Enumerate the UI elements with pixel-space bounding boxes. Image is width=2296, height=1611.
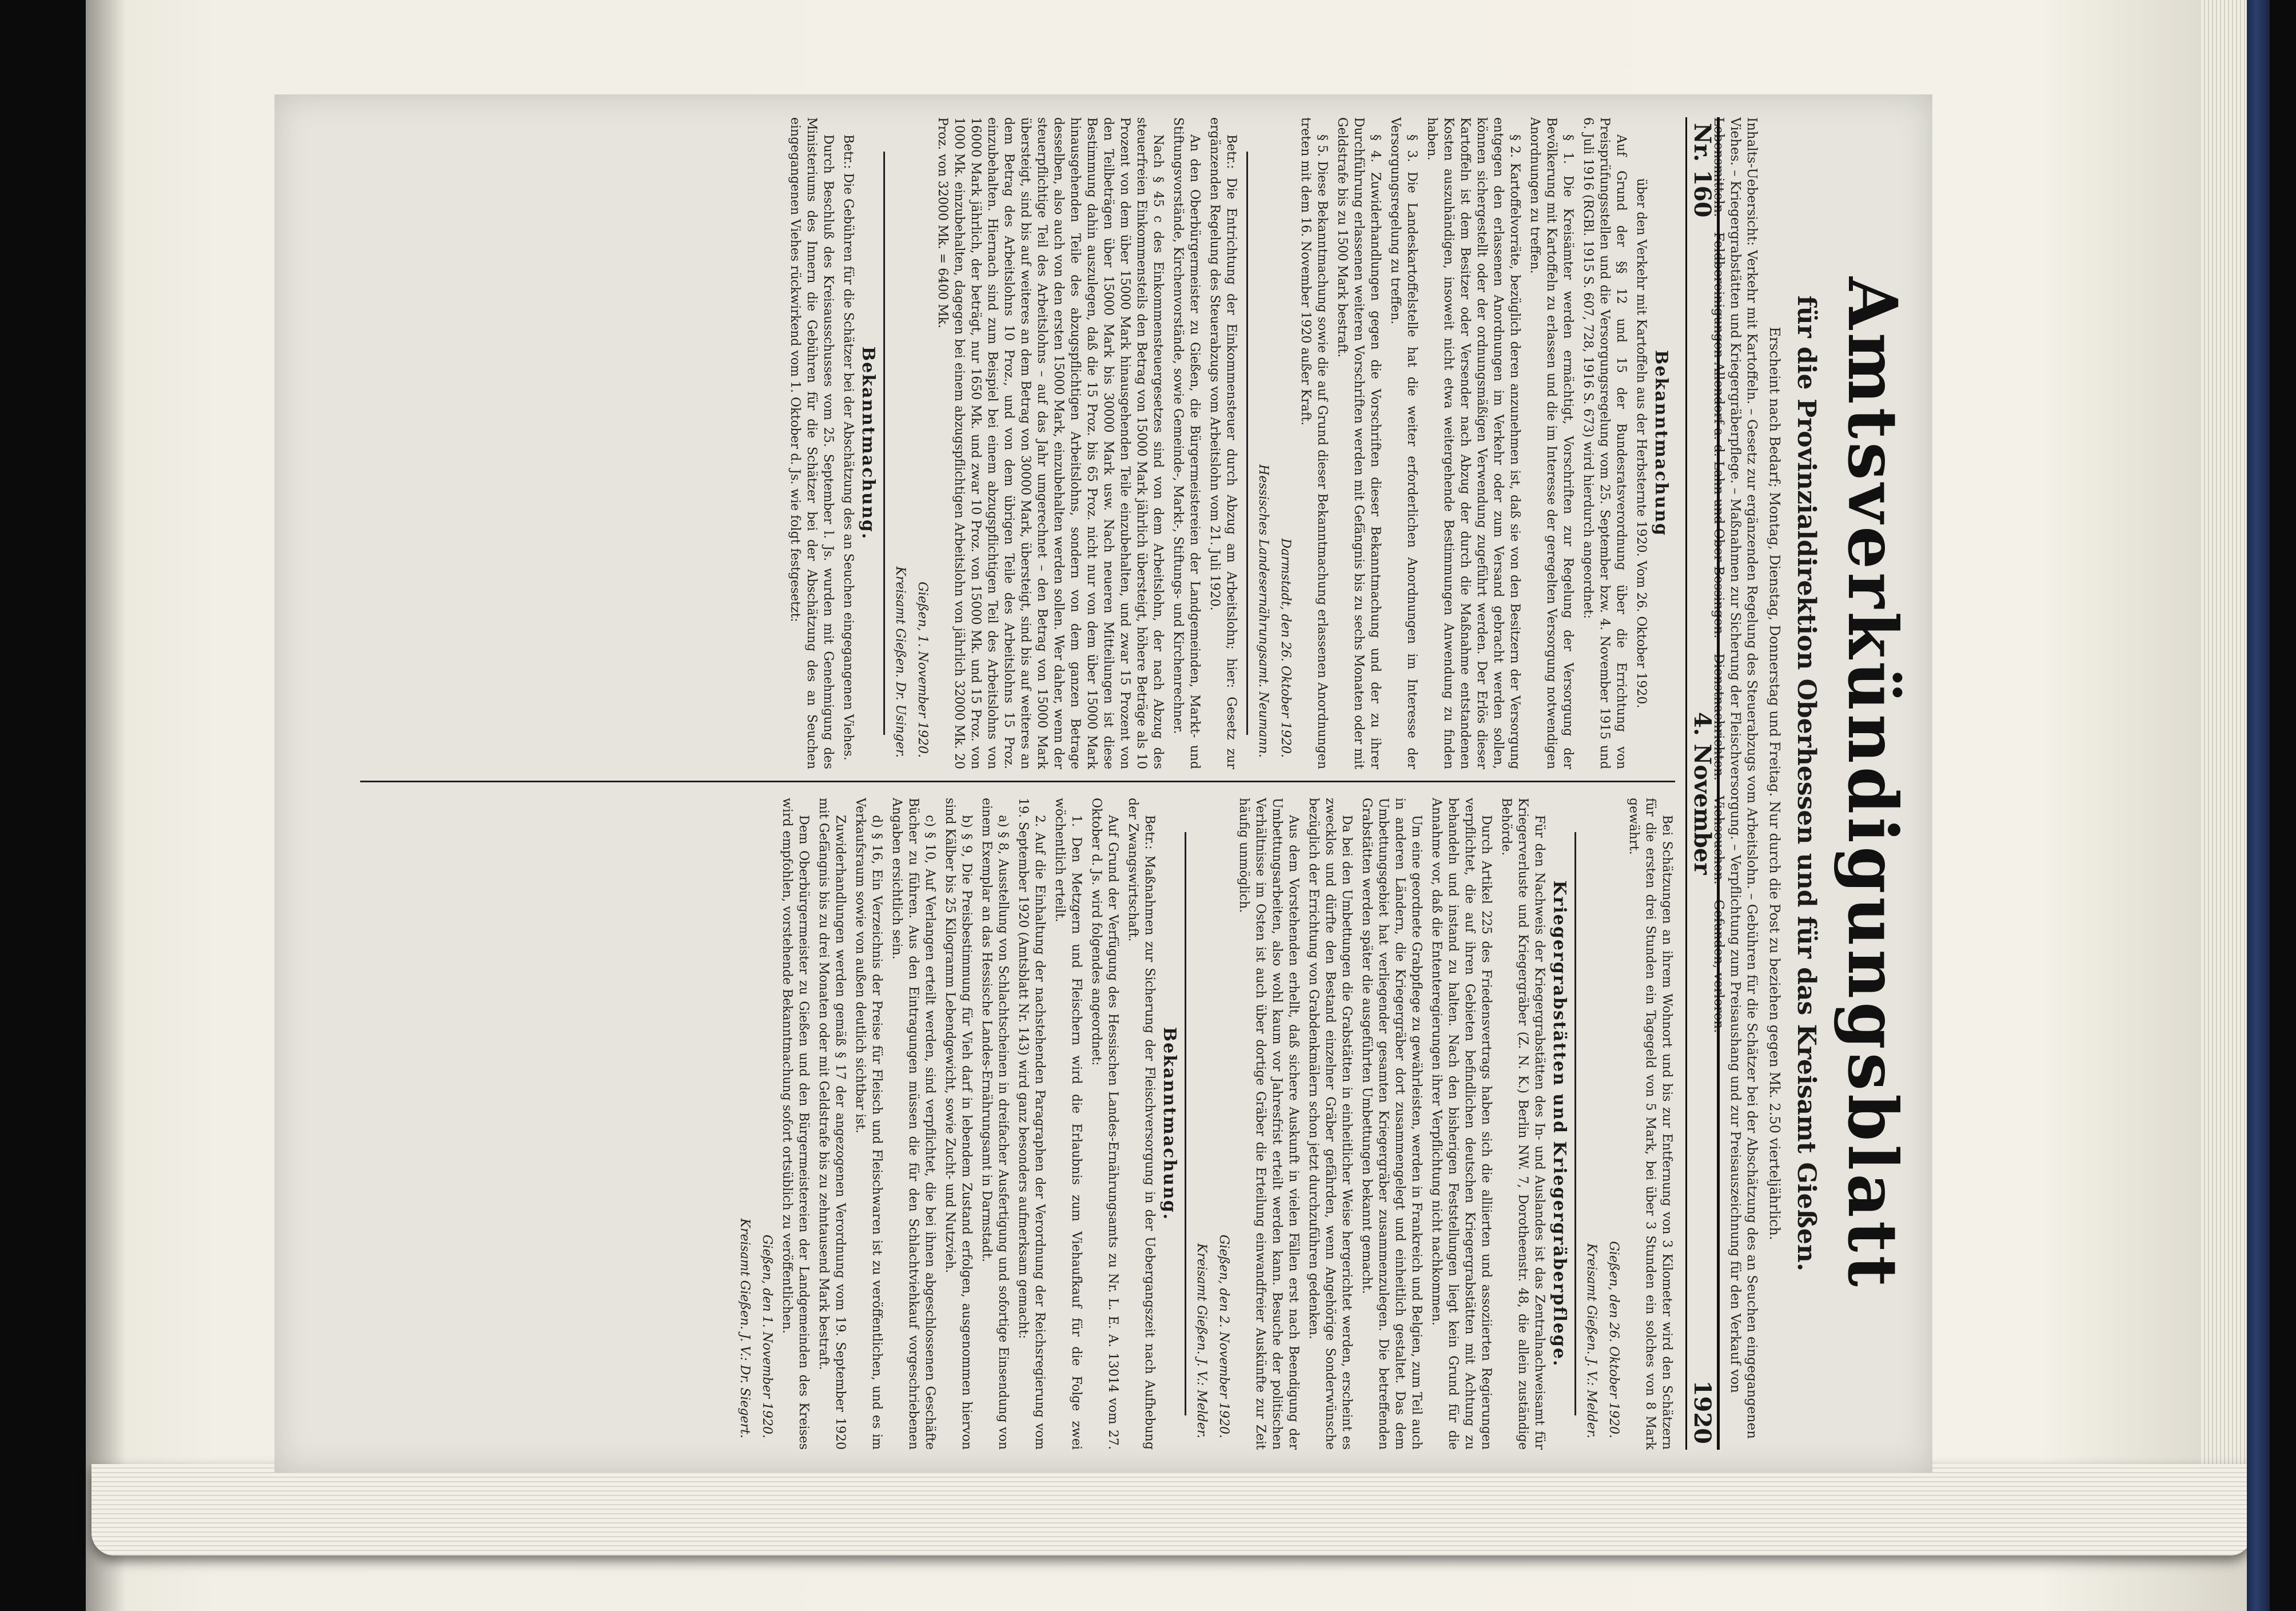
paragraph: Auf Grund der Verfügung des Hessischen Landes-Ernährungsamts zu Nr. L. E. A. 13014 vom 27. Oktober d. Js. wird folgendes angeordnet: xyxy=(1089,798,1120,1450)
signature: Kreisamt Gießen. Dr. Usinger. xyxy=(893,566,907,758)
paragraph: § 4. Zuwiderhandlungen gegen die Vorschriften dieser Bekanntmachung und der zu ihrer Durchführung erlassenen weiteren Vorschriften werden mit Gefängnis bis zu sechs Monaten oder mit Geldstrafe bis zu 1500 Mark bestraft. xyxy=(1335,117,1382,769)
contents-overview: Inhalts-Uebersicht: Verkehr mit Kartoffeln. – Gesetz zur ergänzenden Regelung des Steuerabzugs vom Arbeitslohn. – Gebühren für die Schätzer bei der Abschätzung des an Seuchen eingegangenen Viehes. – Kriegergrabstätten und Kriegergräberpflege. – Maßnahmen zur Sicherung der Fleischversorgung. – Verpflichtung zum Preisaushang und zur Preisauszeichnung für den Verkauf von Lebensmitteln. – Feldbereinigungen Allendorf a. d. Lahn und Ober-Bessingen. – Dienstnachrichten. – Viehseuchen. – Gefunden, verloren. xyxy=(1711,117,1759,1439)
paragraph: § 1. Die Kreisämter werden ermächtigt, Vorschriften zur Regelung der Versorgung der Bevölkerung mit Kartoffeln zu erlassen und die im Interesse der geregelten Versorgung notwendigen Anordnungen zu treffen. xyxy=(1528,117,1575,769)
newspaper-page xyxy=(274,94,1932,1473)
section-heading: Kriegergrabstätten und Kriegergräberpflege. xyxy=(1549,880,1569,1367)
paragraph: d) § 16, Ein Verzeichnis der Preise für Fleisch und Fleischwaren ist zu veröffentlichen, und es im Verkaufsraum sowie von außen deutlich sichtbar ist. xyxy=(853,798,884,1450)
section-divider xyxy=(1574,832,1576,1415)
section-heading: Bekanntmachung. xyxy=(1159,1027,1179,1221)
section-heading: Bekanntmachung. xyxy=(858,346,878,540)
paragraph: 2. Auf die Einhaltung der nachstehenden Paragraphen der Verordnung der Reichsregierung vom 19. September 1920 (Amtsblatt Nr. 143) wird ganz besonders aufmerksam gemacht: xyxy=(1016,798,1047,1450)
paragraph: Durch Beschluß des Kreisausschusses vom 25. September l. Js. wurden mit Genehmigung des Ministeriums des Innern die Gebühren für die Schätzer bei der Abschätzung des an Seuchen eingegangenen Viehes rückwirkend vom 1. Oktober d. Js. wie folgt festgesetzt: xyxy=(788,117,835,769)
section-divider xyxy=(1246,152,1248,735)
section-divider xyxy=(883,152,885,735)
paragraph: An den Oberbürgermeister zu Gießen, die Bürgermeistereien der Landgemeinden, Markt- und Stiftungsvorstände, Kirchenvorstände, sowie Gemeinde-, Markt-, Stiftungs- und Kirchenrechner. xyxy=(1171,117,1202,769)
paragraph: Betr.: Die Entrichtung der Einkommensteuer durch Abzug am Arbeitslohn; hier: Gesetz zur ergänzenden Regelung des Steuerabzugs vom Arbeitslohn vom 21. Juli 1920. xyxy=(1207,117,1238,769)
signature: Kreisamt Gießen. J. V.: Melder. xyxy=(1194,1243,1209,1438)
place-date: Darmstadt, den 26. Oktober 1920. xyxy=(1278,538,1293,758)
paragraph: 1. Den Metzgern und Fleischern wird die Erlaubnis zum Viehaufkauf für die Folge zwei wöchentlich erteilt. xyxy=(1053,798,1083,1450)
place-date: Gießen, den 2. November 1920. xyxy=(1217,1234,1231,1438)
signature: Kreisamt Gießen. J. V.: Dr. Siegert. xyxy=(738,1218,752,1438)
paragraph: b) § 9, Die Preisbestimmung für Vieh darf in lebendem Zustand erfolgen, ausgenommen hiervon sind Kälber bis 25 Kilogramm Lebendgewicht, sowie Zucht- und Nutzvieh. xyxy=(943,798,974,1450)
paragraph: § 3. Die Landeskartoffelstelle hat die weiter erforderlichen Anordnungen im Interesse der Versorgungsregelung zu treffen. xyxy=(1388,117,1419,769)
issue-year: 1920 xyxy=(1689,1380,1716,1444)
place-date: Gießen, 1. November 1920. xyxy=(915,582,930,758)
paragraph: § 5. Diese Bekanntmachung sowie die auf Grund dieser Bekanntmachung erlassenen Anordnungen treten mit dem 16. November 1920 außer Kraft. xyxy=(1298,117,1329,769)
masthead-title: Amtsverkündigungsblatt xyxy=(1833,277,1912,1290)
paragraph: c) § 10, Auf Verlangen erteilt werden, sind verpflichtet, die bei ihnen abgeschlossenen Geschäfte Bücher zu führen. Aus den Eintragungen müssen die für den Schlachtviehkauf vorgeschriebenen Angaben ersichtlich sein. xyxy=(890,798,937,1450)
paragraph: Aus dem Vorstehenden erhellt, daß sichere Auskunft in vielen Fällen erst nach Beendigung der Umbettungsarbeiten, also wohl kaum vor Jahresfrist erteilt werden kann. Besuche der politischen Verhältnisse im Osten ist auch über dortige Gräber die Erteilung einwandfreier Auskünfte zur Zeit häufig unmöglich. xyxy=(1237,798,1301,1450)
gutter-shadow xyxy=(86,0,126,1611)
page-edges-bottom xyxy=(91,1464,2253,1556)
paragraph: Nach § 45 c des Einkommensteuergesetzes sind von dem Arbeitslohn, der nach Abzug des steuerfreien Einkommensteils den Betrag von 15000 Mark jährlich übersteigt, höhere Beträge als 10 Prozent von dem über 15000 Mark hinausgehenden Teile einzubehalten, und zwar 15 Prozent von den Teilbeträgen über 15000 Mark bis 30000 Mark usw. Nach neueren Mitteilungen ist diese Bestimmung dahin auszulegen, daß die 15 Proz. bis 65 Proz. nicht nur von dem über 15000 Mark hinausgehenden Teile des abzugspflichtigen Arbeitslohns, sondern von dem ganzen Betrage desselben, also auch von den ersten 15000 Mark, einzubehalten werden sollen. Wer daher, wenn der steuerpflichtige Teil des Arbeitslohns – auf das Jahr umgerechnet – den Betrag von 15000 Mark übersteigt, sind bis auf weiteres an dem Betrag von 30000 Mark, übersteigt, sind bis auf weiteres an dem Betrag des Arbeitslohns 10 Proz., und von dem übrigen Teile des Arbeitslohns 15 Proz. einzubehalten. Hiernach sind zum Beispiel bei einem abzugspflichtigen Teil des Arbeitslohns von 16000 Mark jährlich, der beträgt, nur 1650 Mk. und zwar 10 Proz. von 15000 Mk. und 15 Proz. von 1000 Mk. einzubehalten, dagegen bei einem abzugspflichtigen Arbeitslohn von jährlich 32000 Mk. 20 Proz. von 32000 Mk. = 6400 Mk. xyxy=(935,117,1165,769)
paragraph: Dem Oberbürgermeister zu Gießen und den Bürgermeistereien der Landgemeinden des Kreises wird empfohlen, vorstehende Bekanntmachung sofort ortsüblich zu veröffentlichen. xyxy=(780,798,811,1450)
right-column xyxy=(303,798,1675,1450)
paragraph: Bei Schätzungen an ihrem Wohnort und bis zur Entfernung von 3 Kilometer wird den Schätzern für die ersten drei Stunden ein Tagegeld von 5 Mark, bei über 3 Stunden ein solches von 8 Mark gewährt. xyxy=(1627,798,1674,1450)
left-column xyxy=(303,117,1675,769)
paragraph: Um eine geordnete Grabpflege zu gewährleisten, werden in Frankreich und Belgien, zum Teil auch in anderen Ländern, die Kriegergräber dort zusammengelegt und einheitlich gestaltet. Das dem Umbettungsgebiet hat verliegender gesamten Kriegergräber zusammenzulegen. Die betreffenden Grabstätten werden später die ausgeführten Umbettungen bekannt gemacht. xyxy=(1360,798,1424,1450)
section-divider xyxy=(1185,832,1186,1415)
paragraph: Da bei den Umbettungen die Grabstätten in einheitlicher Weise hergerichtet werden, erscheint es zwecklos und dürfte den Bestand einzelner Gräber gefährden, wenn Angehörige Sonderwünsche bezüglich der Errichtung von Grabdenkmälern schon jetzt durchzuführen gedenken. xyxy=(1306,798,1354,1450)
section-subheading: über den Verkehr mit Kartoffeln aus der Herbsternte 1920. Vom 26. Oktober 1920. xyxy=(1634,178,1648,709)
column-divider xyxy=(360,781,1675,782)
issue-date: 4. November xyxy=(1689,712,1716,875)
paragraph: Auf Grund der §§ 12 und 15 der Bundesratsverordnung über die Errichtung von Preisprüfungsstellen und die Versorgungsregelung vom 25. September bzw. 4. November 1915 und 6. Juli 1916 (RGBl. 1915 S. 607, 728, 1916 S. 673) wird hierdurch angeordnet: xyxy=(1581,117,1628,769)
paragraph: Durch Artikel 225 des Friedensvertrags haben sich die alliierten und assoziierten Regierungen verpflichtet, die auf ihren Gebieten befindlichen deutschen Kriegergrabstätten mit Achtung zu behandeln und instand zu halten. Nach den bisherigen Feststellungen liegt kein Grund für die Annahme vor, daß die Ententeregierungen ihrer Verpflichtung nicht nachkommen. xyxy=(1429,798,1493,1450)
publication-note: Erscheint nach Bedarf; Montag, Dienstag, Donnerstag und Freitag. Nur durch die Post zu beziehen gegen Mk. 2.50 vierteljährlich. xyxy=(1767,327,1783,1240)
signature: Kreisamt Gießen. J. V.: Melder. xyxy=(1584,1243,1599,1438)
issue-bar xyxy=(1685,117,1720,1450)
place-date: Gießen, den 1. November 1920. xyxy=(760,1234,774,1438)
masthead-subtitle: für die Provinzialdirektion Oberhessen und für das Kreisamt Gießen. xyxy=(1792,295,1821,1272)
signature: Hessisches Landesernährungsamt. Neumann. xyxy=(1256,464,1270,758)
paragraph: § 2. Kartoffelvorräte, bezüglich deren anzunehmen ist, daß sie von den Besitzern der Versorgung entgegen den erlassenen Anordnungen im Verkehr oder zum Versand gebracht werden sollen, können sichergestellt oder der ordnungsmäßigen Verwendung zugeführt werden. Der Erlös dieser Kartoffeln ist dem Besitzer oder Versender nach Abzug der durch die Maßnahme entstandenen Kosten auszuhändigen, insoweit nicht etwa weitergehende Bestimmungen Anwendung zu finden haben. xyxy=(1425,117,1522,769)
page-edges-right xyxy=(2201,0,2247,1544)
paragraph: Betr.: Maßnahmen zur Sicherung der Fleischversorgung in der Uebergangszeit nach Aufhebung der Zwangswirtschaft. xyxy=(1126,798,1157,1450)
book-binding xyxy=(2247,0,2270,1611)
paragraph: Betr.: Die Gebühren für die Schätzer bei der Abschätzung des an Seuchen eingegangenen Viehes. xyxy=(841,134,855,761)
section-heading: Bekanntmachung xyxy=(1651,349,1671,536)
place-date: Gießen, den 26. Oktober 1920. xyxy=(1607,1241,1621,1438)
paragraph: Zuwiderhandlungen werden gemäß § 17 der angezogenen Verordnung vom 19. September 1920 mit Gefängnis bis zu drei Monaten oder mit Geldstrafe bis zu zehntausend Mark bestraft. xyxy=(816,798,847,1450)
paragraph: a) § 8, Ausstellung von Schlachtscheinen in dreifacher Ausfertigung und sofortige Einsendung von einem Exemplar an das Hessische Landes-Ernährungsamt in Darmstadt. xyxy=(979,798,1010,1450)
paragraph: Für den Nachweis der Kriegergrabstätten des In- und Auslandes ist das Zentralnachweisamt für Kriegerverluste und Kriegergräber (Z. N. K.) Berlin NW. 7, Dorotheenstr. 48, die allein zuständige Behörde. xyxy=(1499,798,1546,1450)
issue-number: Nr. 160 xyxy=(1689,123,1716,218)
